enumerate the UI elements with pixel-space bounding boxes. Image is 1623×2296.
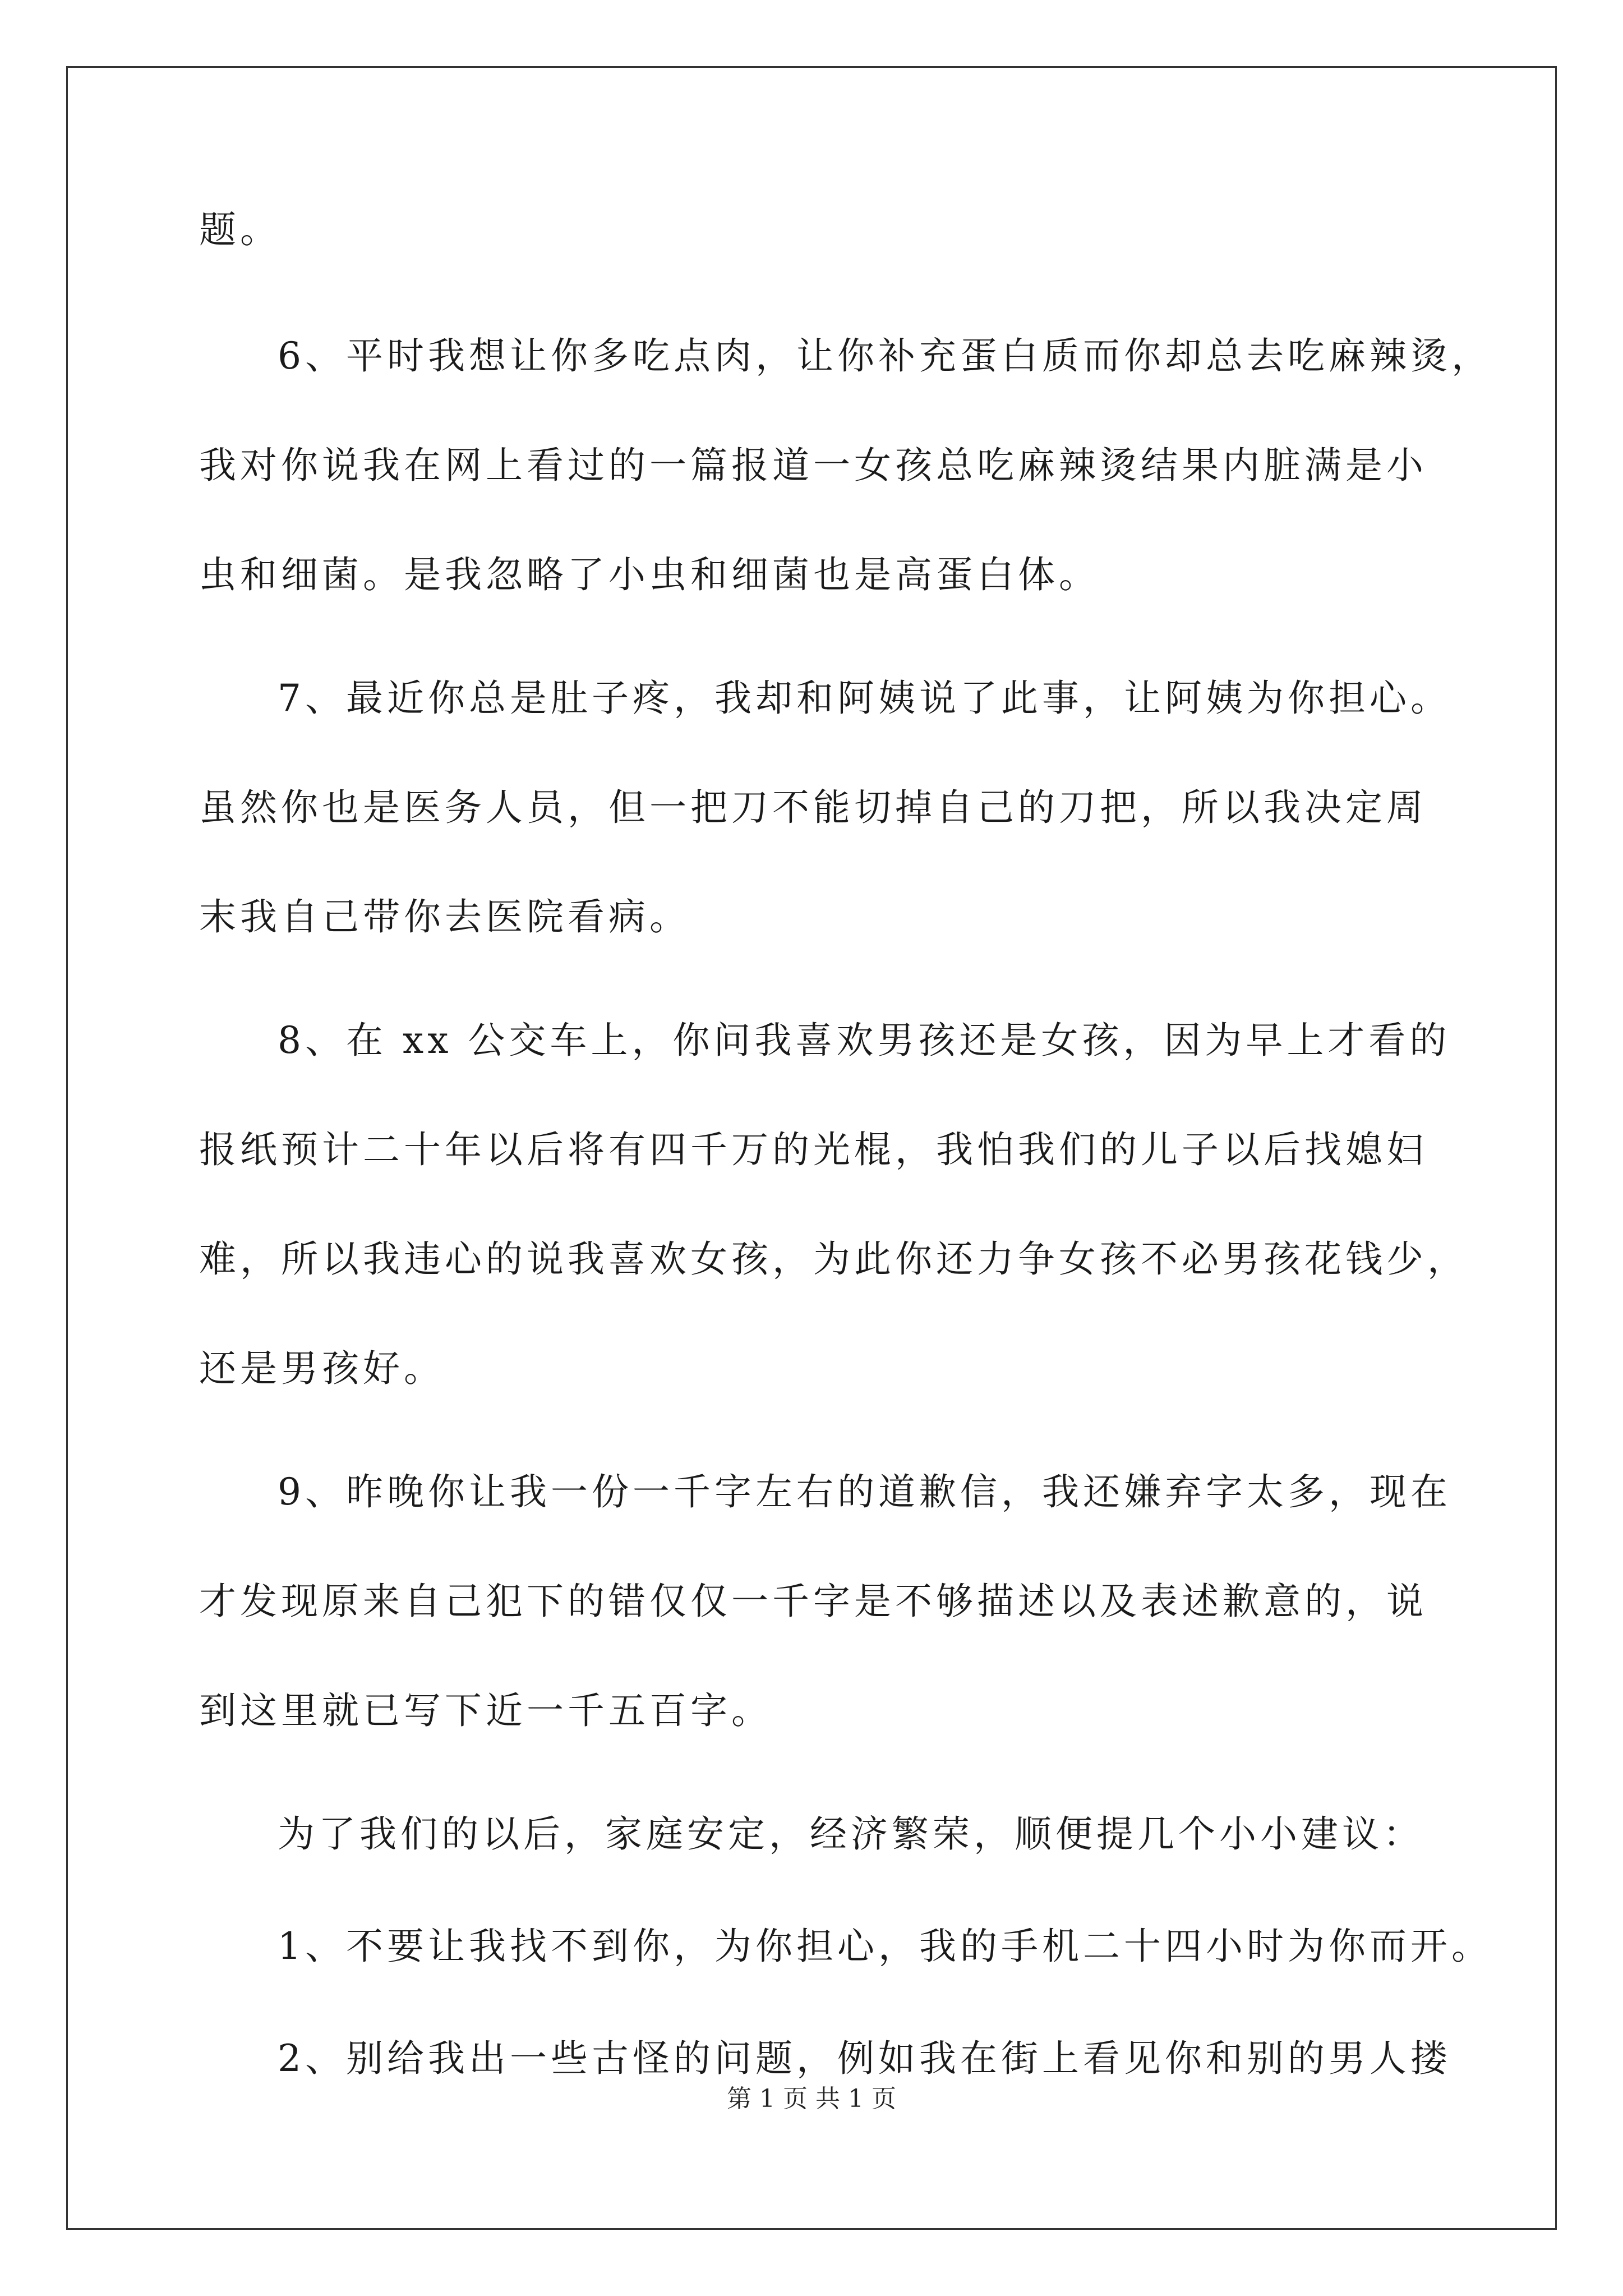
text-line: 7、最近你总是肚子疼，我却和阿姨说了此事，让阿姨为你担心。 [278, 677, 1451, 720]
text-line: 2、别给我出一些古怪的问题，例如我在街上看见你和别的男人搂 [278, 2037, 1451, 2080]
text-line: 虽然你也是医务人员，但一把刀不能切掉自己的刀把，所以我决定周 [199, 786, 1427, 829]
page-number-footer: 第 1 页 共 1 页 [727, 2085, 896, 2113]
text-line: 报纸预计二十年以后将有四千万的光棍，我怕我们的儿子以后找媳妇 [199, 1128, 1427, 1171]
text-line: 虫和细菌。是我忽略了小虫和细菌也是高蛋白体。 [199, 553, 1100, 596]
text-line: 9、昨晚你让我一份一千字左右的道歉信，我还嫌弃字太多，现在 [278, 1470, 1451, 1513]
text-line: 到这里就已写下近一千五百字。 [199, 1689, 772, 1732]
text-line: 还是男孩好。 [199, 1347, 445, 1390]
text-line: 8、在 xx 公交车上，你问我喜欢男孩还是女孩，因为早上才看的 [278, 1019, 1451, 1062]
text-line: 6、平时我想让你多吃点肉，让你补充蛋白质而你却总去吃麻辣烫， [278, 334, 1492, 378]
text-line: 末我自己带你去医院看病。 [199, 895, 690, 938]
text-line: 1、不要让我找不到你，为你担心，我的手机二十四小时为你而开。 [278, 1925, 1492, 1968]
text-line: 才发现原来自己犯下的错仅仅一千字是不够描述以及表述歉意的，说 [199, 1580, 1427, 1623]
text-line: 难，所以我违心的说我喜欢女孩，为此你还力争女孩不必男孩花钱少， [199, 1237, 1468, 1281]
text-line: 为了我们的以后，家庭安定，经济繁荣，顺便提几个小小建议： [278, 1812, 1424, 1856]
text-line: 我对你说我在网上看过的一篇报道一女孩总吃麻辣烫结果内脏满是小 [199, 444, 1427, 487]
text-line: 题。 [199, 208, 281, 251]
